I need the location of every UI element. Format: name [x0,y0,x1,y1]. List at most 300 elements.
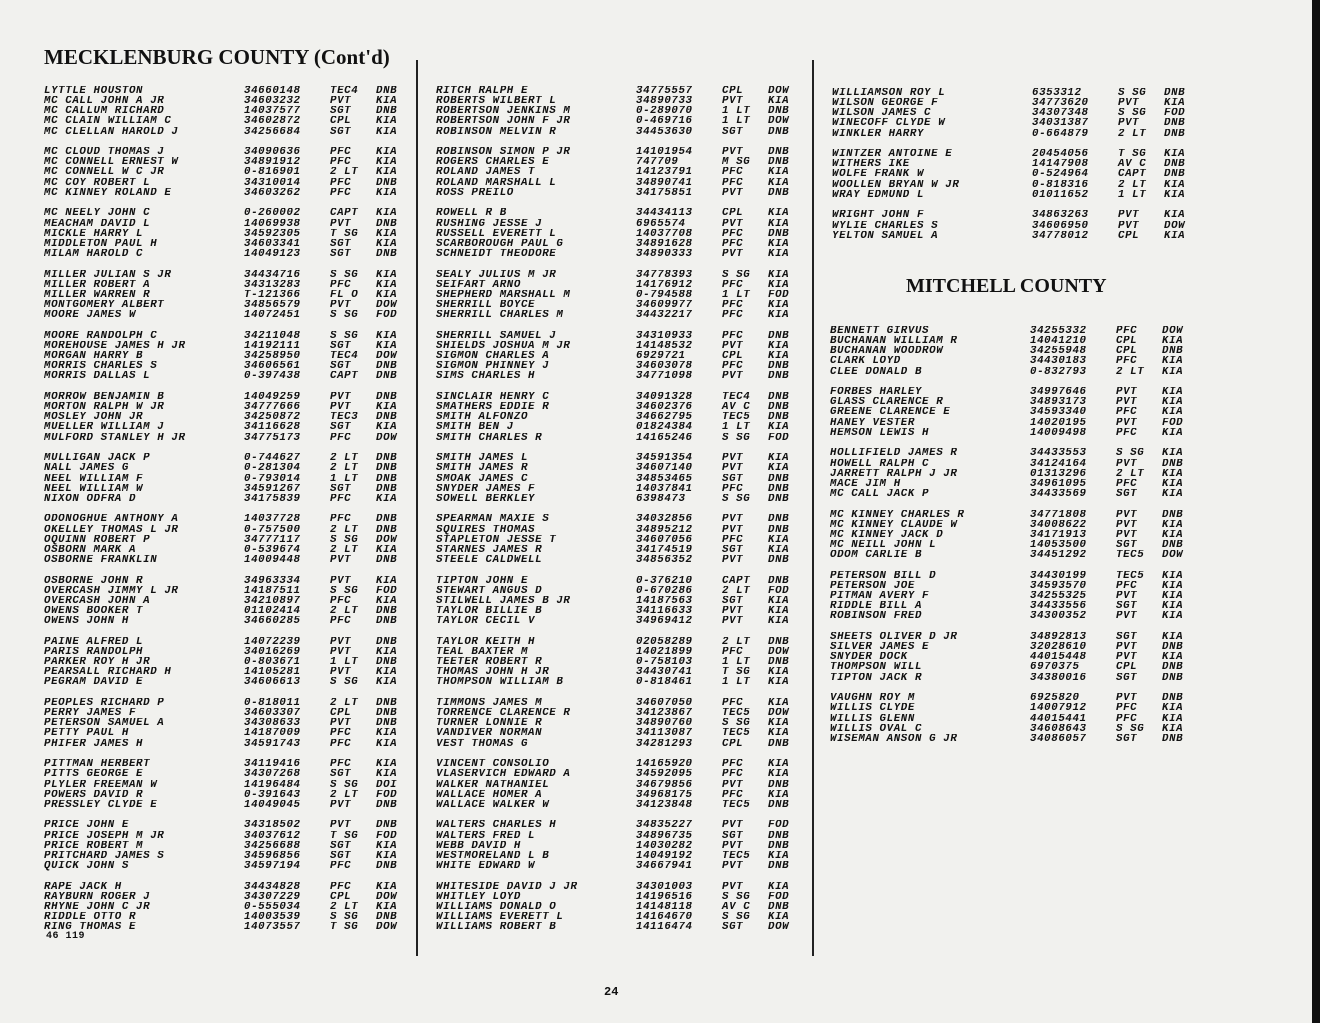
serial-number: 34116633 [636,606,693,617]
status-code: DNB [1162,458,1184,469]
rank: PFC [1116,713,1138,724]
rank: CPL [722,86,744,97]
roster-group [436,392,806,443]
rank: S SG [722,912,751,923]
serial-number: 34856579 [244,300,301,311]
soldier-name: OSBORNE FRANKLIN [44,554,158,566]
roster-group [436,208,806,259]
rank: PVT [722,606,744,617]
serial-number: 34609977 [636,300,693,311]
soldier-name: MC CONNELL W C JR [44,167,165,178]
status-code: DNB [376,463,398,474]
serial-number: 34124164 [1030,458,1087,469]
roster-row [44,116,414,126]
rank: PVT [330,300,352,311]
soldier-name: PITTMAN HERBERT [44,759,151,770]
status-code: DOW [768,922,790,933]
rank: PVT [722,514,744,525]
serial-number: 34890760 [636,718,693,729]
soldier-name: TAYLOR BILLIE B [436,606,543,617]
status-code: DNB [376,453,398,464]
soldier-name: HANEY VESTER [830,417,915,428]
roster-row [44,229,414,239]
serial-number: 34603078 [636,361,693,372]
roster-row [436,820,806,830]
serial-number: 34890333 [636,248,693,260]
roster-row [830,581,1200,591]
serial-number: 34771098 [636,371,693,382]
rank: 1 LT [722,677,751,688]
serial-number: 34091328 [636,392,693,403]
roster-group [436,453,806,504]
soldier-name: MORGAN HARRY B [44,351,144,362]
roster-row [44,402,414,412]
status-code: FOD [376,310,398,321]
soldier-name: SIGMON CHARLES A [436,351,550,362]
soldier-name: ROBINSON MELVIN R [436,126,557,137]
status-code: DNB [768,575,790,586]
soldier-name: MOORE RANDOLPH C [44,330,158,341]
rank: PFC [330,157,352,168]
serial-number: 34963334 [244,575,301,586]
roster-row [44,677,414,687]
status-code: KIA [376,667,398,678]
roster-row [830,591,1200,601]
roster-row [832,149,1202,159]
serial-number: 34255332 [1030,326,1087,337]
rank: TEC5 [722,708,751,719]
soldier-name: SMITH JAMES R [436,463,529,474]
roster-row [832,88,1202,98]
serial-number: 34603232 [244,96,301,107]
serial-number: 44015441 [1030,713,1087,724]
roster-row [44,851,414,861]
serial-number: 34607140 [636,463,693,474]
status-code: DNB [1162,540,1184,551]
soldier-name: MC CALLUM RICHARD [44,106,165,117]
roster-row [436,831,806,841]
roster-group [44,331,414,382]
status-code: FOD [1164,108,1186,119]
roster-column-mitchell [830,326,1200,744]
rank: PVT [330,799,352,810]
serial-number: 34997646 [1030,387,1087,398]
roster-row [436,861,806,871]
serial-number: 14147908 [1032,159,1089,170]
soldier-name: WITHERS IKE [832,159,910,170]
soldier-name: WALTERS FRED L [436,830,536,841]
roster-group [436,698,806,749]
soldier-name: STEWART ANGUS D [436,585,543,596]
roster-row [830,448,1200,458]
rank: SGT [722,473,744,484]
status-code: DNB [376,606,398,617]
serial-number: 34434113 [636,208,693,219]
roster-row [436,239,806,249]
rank: PFC [722,759,744,770]
status-code: KIA [1162,529,1184,541]
roster-row [830,734,1200,744]
soldier-name: ROBINSON FRED [830,611,923,622]
soldier-name: WINKLER HARRY [832,128,925,139]
roster-row [832,180,1202,190]
rank: PVT [330,575,352,586]
status-code: KIA [376,728,398,739]
roster-row [830,520,1200,530]
serial-number: 34596856 [244,850,301,861]
roster-row [832,108,1202,118]
status-code: KIA [768,269,790,280]
roster-row [44,239,414,249]
soldier-name: SINCLAIR HENRY C [436,392,550,403]
status-code: DNB [376,514,398,525]
soldier-name: RAPE JACK H [44,881,122,892]
roster-row [44,616,414,626]
rank: PVT [330,392,352,403]
roster-group [436,514,806,565]
status-code: KIA [376,646,398,658]
rank: SGT [330,248,352,260]
rank: 1 LT [722,289,751,301]
roster-row [44,545,414,555]
rank: PFC [330,432,352,443]
soldier-name: MC KINNEY JACK D [830,529,944,541]
rank: 1 LT [330,473,359,484]
roster-row [436,759,806,769]
status-code: DNB [1162,662,1184,673]
soldier-name: PEARSALL RICHARD H [44,667,172,678]
status-code: KIA [768,718,790,729]
roster-row [436,739,806,749]
roster-row [830,530,1200,540]
serial-number: 14176912 [636,279,693,290]
rank: S SG [1118,88,1147,99]
soldier-name: WILLIS GLENN [830,713,915,724]
rank: PVT [1116,611,1138,622]
roster-row [44,698,414,708]
status-code: DNB [768,830,790,841]
rank: TEC4 [330,86,359,97]
soldier-name: SMITH JAMES L [436,453,529,464]
soldier-name: LYTTLE HOUSTON [44,86,144,97]
soldier-name: YELTON SAMUEL A [832,230,939,241]
roster-row [44,841,414,851]
rank: S SG [330,912,359,923]
roster-group [832,149,1202,200]
roster-group [436,86,806,137]
status-code: KIA [1162,519,1184,530]
soldier-name: PARIS RANDOLPH [44,646,144,658]
serial-number: 34116628 [244,422,301,433]
rank: PVT [722,779,744,790]
serial-number: 6398473 [636,493,686,504]
soldier-name: NALL JAMES G [44,463,129,474]
roster-row [830,407,1200,417]
status-code: FOD [768,432,790,443]
roster-group [436,637,806,688]
soldier-name: SIGMON PHINNEY J [436,361,550,372]
rank: SGT [1116,672,1138,683]
soldier-name: WESTMORELAND L B [436,850,550,861]
status-code: KIA [376,167,398,178]
rank: CAPT [1118,169,1147,180]
serial-number: 34313283 [244,279,301,290]
soldier-name: MC CALL JOHN A JR [44,96,165,107]
serial-number: 14020195 [1030,417,1087,428]
soldier-name: WINTZER ANTOINE E [832,149,953,160]
roster-row [44,392,414,402]
status-code: KIA [768,340,790,352]
soldier-name: PHIFER JAMES H [44,738,144,749]
status-code: DOW [376,922,398,933]
soldier-name: SPEARMAN MAXIE S [436,514,550,525]
rank: 2 LT [330,789,359,800]
rank: T SG [722,667,751,678]
status-code: KIA [376,126,398,137]
soldier-name: MC KINNEY CLAUDE W [830,519,958,530]
status-code: DNB [1164,159,1186,170]
rank: PVT [330,636,352,647]
soldier-name: MC CLELLAN HAROLD J [44,126,179,137]
status-code: KIA [1162,356,1184,367]
soldier-name: SMATHERS EDDIE R [436,402,550,413]
status-code: KIA [376,575,398,586]
rank: T SG [330,922,359,933]
rank: 1 LT [1118,189,1147,200]
serial-number: 14101954 [636,147,693,158]
serial-number: 34893173 [1030,397,1087,408]
roster-group [436,331,806,382]
rank: 2 LT [330,606,359,617]
soldier-name: HOWELL RALPH C [830,458,930,469]
soldier-name: OSBORNE JOHN R [44,575,144,586]
soldier-name: RAYBURN ROGER J [44,891,151,902]
roster-row [436,412,806,422]
serial-number: 14049045 [244,799,301,810]
serial-number: 34175851 [636,187,693,198]
rank: CAPT [330,371,359,382]
soldier-name: SIMS CHARLES H [436,371,536,382]
soldier-name: MULFORD STANLEY H JR [44,432,186,443]
status-code: DNB [376,799,398,810]
roster-group [44,86,414,137]
serial-number: 0-757500 [244,524,301,535]
serial-number: 34281293 [636,738,693,749]
status-code: DNB [376,861,398,872]
roster-row [44,739,414,749]
rank: PVT [722,881,744,892]
rank: 2 LT [722,636,751,647]
status-code: DNB [376,554,398,566]
rank: TEC4 [722,392,751,403]
serial-number: 14041210 [1030,336,1087,347]
soldier-name: PETERSON BILL D [830,570,937,581]
roster-row [830,356,1200,366]
roster-row [830,693,1200,703]
rank: CAPT [330,208,359,219]
status-code: DNB [768,187,790,198]
serial-number: 34592095 [636,769,693,780]
serial-number: 14165920 [636,759,693,770]
roster-row [44,106,414,116]
roster-row [44,892,414,902]
serial-number: 34430199 [1030,570,1087,581]
soldier-name: SMITH BEN J [436,422,514,433]
soldier-name: MC KINNEY ROLAND E [44,187,172,198]
status-code: KIA [376,187,398,198]
rank: TEC5 [722,728,751,739]
status-code: FOD [768,820,790,831]
rank: PVT [722,616,744,627]
status-code: DNB [376,248,398,260]
rank: S SG [1116,448,1145,459]
serial-number: 0-818461 [636,677,693,688]
soldier-name: PRITCHARD JAMES S [44,850,165,861]
soldier-name: WILLIAMS EVERETT L [436,912,564,923]
rank: CPL [722,208,744,219]
roster-row [436,769,806,779]
status-code: DOW [1162,326,1184,337]
roster-row [436,229,806,239]
rank: PFC [1116,427,1138,438]
soldier-name: RIDDLE BILL A [830,601,923,612]
status-code: DNB [376,483,398,494]
roster-row [830,550,1200,560]
serial-number: 34892813 [1030,632,1087,643]
soldier-name: STARNES JAMES R [436,544,543,555]
serial-number: 0-524964 [1032,169,1089,180]
roster-row [44,310,414,320]
serial-number: 34307348 [1032,108,1089,119]
status-code: FOD [376,830,398,841]
rank: S SG [330,585,359,596]
roster-row [830,459,1200,469]
roster-row [832,98,1202,108]
soldier-name: WILSON GEORGE F [832,98,939,109]
status-code: DNB [376,718,398,729]
rank: SGT [330,361,352,372]
status-code: DOW [376,432,398,443]
status-code: KIA [376,850,398,861]
status-code: DNB [376,524,398,535]
rank: T SG [1118,149,1147,160]
soldier-name: TURNER LONNIE R [436,718,543,729]
soldier-name: MC KINNEY CHARLES R [830,509,965,520]
rank: SGT [330,340,352,352]
rank: S SG [330,310,359,321]
status-code: DNB [1164,88,1186,99]
status-code: KIA [768,677,790,688]
rank: SGT [1116,540,1138,551]
roster-row [436,922,806,932]
rank: SGT [1116,601,1138,612]
roster-row [830,540,1200,550]
roster-row [830,489,1200,499]
serial-number: 34591267 [244,483,301,494]
serial-number: 14072451 [244,310,301,321]
serial-number: 34433556 [1030,601,1087,612]
rank: PFC [722,534,744,545]
roster-group [830,632,1200,683]
serial-number: 14009448 [244,554,301,566]
status-code: DNB [768,483,790,494]
rank: 1 LT [722,657,751,668]
soldier-name: MC CLAIN WILLIAM C [44,116,172,127]
serial-number: 747709 [636,157,679,168]
rank: PFC [330,279,352,290]
roster-row [436,433,806,443]
roster-row [44,780,414,790]
roster-group [832,88,1202,139]
serial-number: 6353312 [1032,88,1082,99]
serial-number: 34667941 [636,861,693,872]
roster-row [832,210,1202,220]
soldier-name: BENNETT GIRVUS [830,326,930,337]
soldier-name: MILLER ROBERT A [44,279,151,290]
rank: PFC [330,861,352,872]
rank: FL O [330,289,359,301]
serial-number: 34211048 [244,330,301,341]
status-code: KIA [768,667,790,678]
rank: PVT [722,840,744,851]
soldier-name: JARRETT RALPH J JR [830,468,958,479]
rank: AV C [722,901,751,913]
serial-number: 34863263 [1032,210,1089,221]
soldier-name: SHERRILL CHARLES M [436,310,564,321]
serial-number: 34090636 [244,147,301,158]
soldier-name: WHITESIDE DAVID J JR [436,881,578,892]
serial-number: 34174519 [636,544,693,555]
serial-number: 34453630 [636,126,693,137]
soldier-name: RIDDLE OTTO R [44,912,137,923]
serial-number: 14187563 [636,595,693,607]
status-code: KIA [1162,407,1184,418]
roster-row [44,882,414,892]
roster-row [436,708,806,718]
serial-number: 14148118 [636,901,693,913]
rank: PVT [1116,591,1138,602]
soldier-name: PRICE ROBERT M [44,840,144,851]
roster-row [44,341,414,351]
serial-number: 34778393 [636,269,693,280]
soldier-name: BUCHANAN WOODROW [830,346,944,357]
status-code: DNB [1164,118,1186,129]
serial-number: 34451292 [1030,550,1087,561]
rank: PVT [722,371,744,382]
rank: SGT [330,483,352,494]
roster-row [436,535,806,545]
roster-row [436,586,806,596]
status-code: FOD [376,585,398,596]
serial-number: 01011652 [1032,189,1089,200]
rank: PVT [722,524,744,535]
soldier-name: THOMPSON WILL [830,662,923,673]
status-code: DNB [768,738,790,749]
serial-number: 34032856 [636,514,693,525]
status-code: KIA [376,881,398,892]
soldier-name: MACE JIM H [830,478,901,489]
status-code: KIA [768,616,790,627]
soldier-name: WYLIE CHARLES S [832,220,939,231]
soldier-name: MONTGOMERY ALBERT [44,300,165,311]
soldier-name: MUELLER WILLIAM J [44,422,165,433]
rank: PVT [1118,210,1140,221]
rank: SGT [722,922,744,933]
rank: SGT [1116,733,1138,744]
roster-row [44,922,414,932]
roster-group [44,208,414,259]
serial-number: 34119416 [244,759,301,770]
